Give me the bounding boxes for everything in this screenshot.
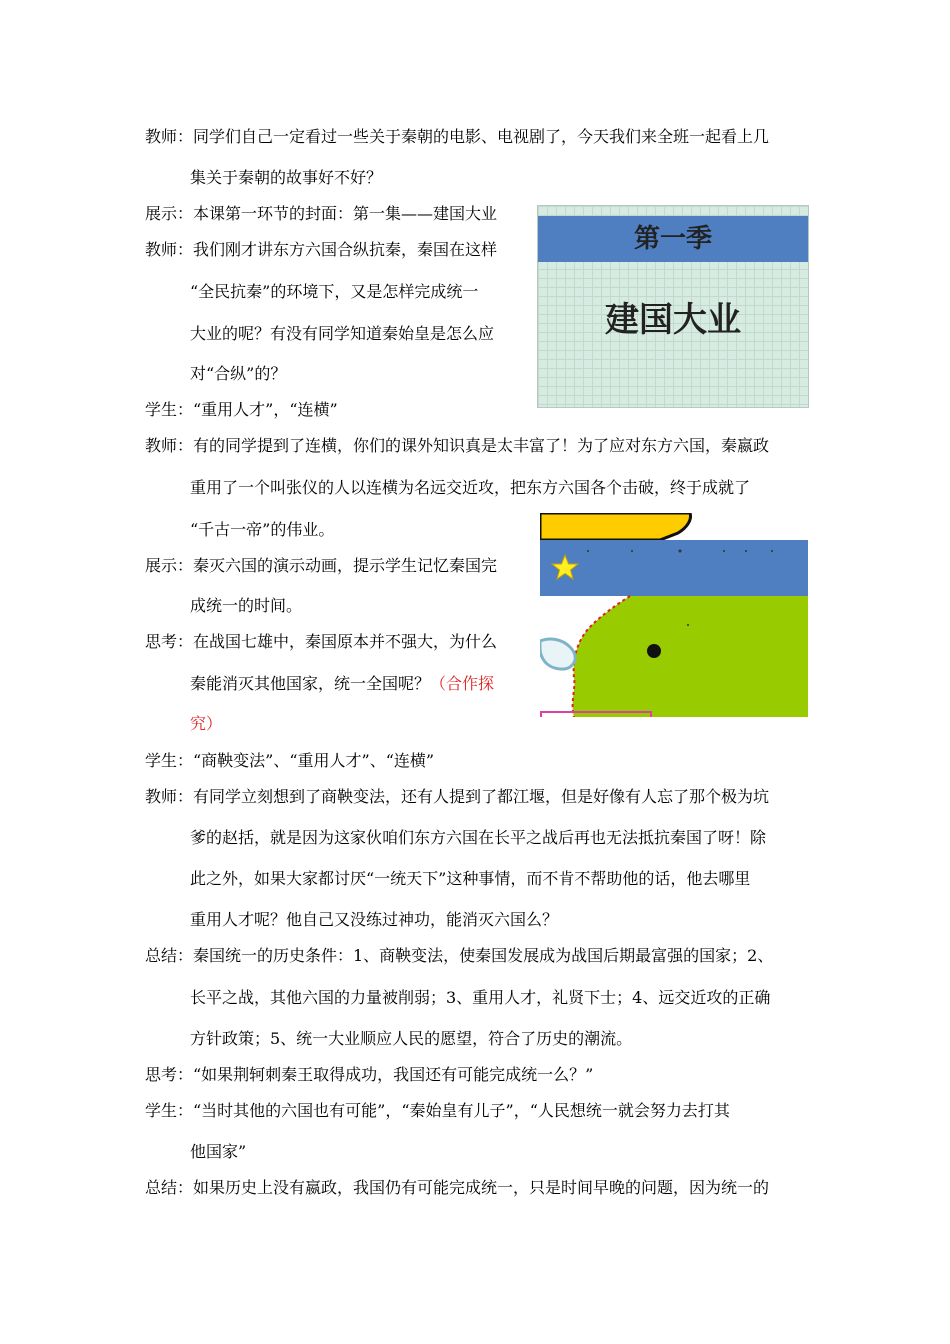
text-line [145,946,773,966]
text-line [190,478,750,498]
text-line [145,787,769,807]
text-line [190,282,478,302]
text-line [190,674,494,694]
text-line [190,324,494,344]
text-line-highlight: （合作探 [430,674,495,693]
text-line [190,520,334,540]
text-line-content: 重用了一个叫张仪的人以连横为名远交近攻，把东方六国各个击破，终于成就了 [190,478,751,497]
text-line [145,436,769,456]
text-line-content: 教师：同学们自己一定看过一些关于秦朝的电影、电视剧了，今天我们来全班一起看上几 [145,127,770,146]
text-line [190,1142,246,1162]
text-line [145,1178,769,1198]
text-line-content: “全民抗秦”的环境下，又是怎样完成统一 [190,282,479,301]
text-line [145,632,497,652]
text-line-content: 学生：“重用人才”，“连横” [145,400,338,419]
text-line-content: 教师：我们刚才讲东方六国合纵抗秦，秦国在这样 [145,240,498,259]
text-line-content: 学生：“商鞅变法”、“重用人才”、“连横” [145,751,435,770]
text-line-content: 思考：在战国七雄中，秦国原本并不强大，为什么 [145,632,498,651]
qin-territory-region [573,596,808,717]
text-line-content: 大业的呢？有没有同学知道秦始皇是怎么应 [190,324,495,343]
text-line-content: 他国家” [190,1142,247,1161]
text-line-content: 教师：有的同学提到了连横，你们的课外知识真是太丰富了！为了应对东方六国，秦嬴政 [145,436,770,455]
text-line [145,127,769,147]
map-header-band [540,540,808,596]
text-line-content: 对“合纵”的？ [190,364,287,383]
text-line-content: 方针政策；5、统一大业顺应人民的愿望，符合了历史的潮流。 [190,1029,633,1048]
text-line-content: 爹的赵括，就是因为这家伙咱们东方六国在长平之战后再也无法抵抗秦国了呀！除 [190,828,767,847]
text-line-content: 成统一的时间。 [190,596,303,615]
text-line-content: 此之外，如果大家都讨厌“一统天下”这种事情，而不肯不帮助他的话，他去哪里 [190,869,751,888]
text-line [190,1029,632,1049]
text-line-content: 展示：本课第一环节的封面：第一集——建国大业 [145,204,498,223]
text-line [190,168,382,188]
text-line-content: “千古一帝”的伟业。 [190,520,335,539]
text-line [145,751,434,771]
city-marker [647,644,661,658]
text-line-content: 总结：秦国统一的历史条件：1、商鞅变法，使秦国发展成为战国后期最富强的国家；2、 [145,946,774,965]
text-line-content: 展示：秦灭六国的演示动画，提示学生记忆秦国完 [145,556,498,575]
text-line [190,988,770,1008]
text-line [145,556,497,576]
text-line-content: 总结：如果历史上没有嬴政，我国仍有可能完成统一，只是时间早晚的问题，因为统一的 [145,1178,770,1197]
text-line [190,596,302,616]
text-line-content: 集关于秦朝的故事好不好？ [190,168,383,187]
text-line-content: 重用人才呢？他自己又没练过神功，能消灭六国么？ [190,910,559,929]
text-line [190,869,750,889]
text-line [190,714,222,734]
text-line-content: 秦能消灭其他国家，统一全国呢？ [190,674,431,693]
text-line-content: 思考：“如果荆轲刺秦王取得成功，我国还有可能完成统一么？” [145,1065,594,1084]
slide-season-label: 第一季 [633,224,712,254]
text-line [190,828,766,848]
text-line [145,204,497,224]
text-line [190,910,558,930]
text-line [145,240,497,260]
text-line [145,1065,593,1085]
yellow-state-region [540,513,691,540]
slide-cover-image [537,205,809,408]
text-line-content: 长平之战，其他六国的力量被削弱；3、重用人才，礼贤下士；4、远交近攻的正确 [190,988,771,1007]
text-line-highlight: 究） [190,714,223,733]
slide-title: 建国大业 [605,300,741,340]
map-graphic [540,513,808,717]
text-line [145,1101,730,1121]
text-line-content: 教师：有同学立刻想到了商鞅变法，还有人提到了都江堰，但是好像有人忘了那个极为坑 [145,787,770,806]
text-line [190,364,286,384]
text-line [145,400,338,420]
text-line-content: 学生：“当时其他的六国也有可能”，“秦始皇有儿子”，“人民想统一就会努力去打其 [145,1101,730,1120]
qin-conquest-map-image [540,513,808,717]
